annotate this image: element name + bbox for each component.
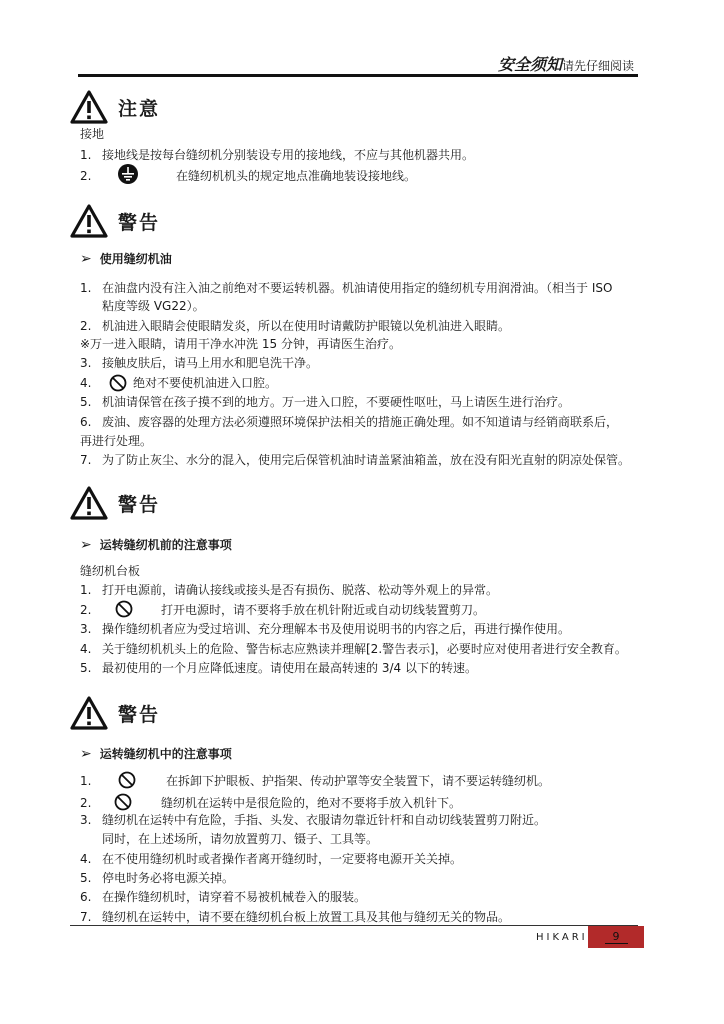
prohibition-icon (109, 374, 127, 392)
list-item-num: 1. (80, 774, 92, 788)
list-item-num: 4. (80, 376, 92, 390)
prohibition-icon (118, 771, 136, 789)
warning-triangle-icon (70, 696, 108, 730)
notice-item-1: 1. 接地线是按每台缝纫机分别装设专用的接地线，不应与其他机器共用。 (80, 148, 475, 162)
list-item: 再进行处理。 (80, 434, 153, 448)
notice-item-2: 在缝纫机机头的规定地点准确地装设接地线。 (176, 169, 417, 183)
brand-name: HIKARI (536, 932, 588, 943)
list-item: 4. 在不使用缝纫机时或者操作者离开缝纫时，一定要将电源开关关掉。 (80, 852, 463, 866)
notice-heading (70, 90, 160, 124)
warning-triangle-icon (70, 204, 108, 238)
list-item: 2. 机油进入眼睛会使眼睛发炎，所以在使用时请戴防护眼镜以免机油进入眼睛。 (80, 319, 511, 333)
list-item: 6. 废油、废容器的处理方法必须遵照环境保护法相关的措施正确处理。如不知道请与经销商联系后， (80, 415, 619, 429)
footer-rule (70, 925, 638, 926)
list-item: 1. 打开电源前，请确认接线或接头是否有损伤、脱落、松动等外观上的异常。 (80, 583, 499, 597)
header-subtitle: 请先仔细阅读 (561, 59, 634, 73)
warning-heading-2 (70, 486, 160, 520)
arrow-bullet-icon: ➢ (80, 250, 92, 267)
list-item: ※万一进入眼睛，请用干净水冲洗 15 分钟，再请医生治疗。 (80, 337, 401, 351)
list-item: 7. 缝纫机在运转中，请不要在缝纫机台板上放置工具及其他与缝纫无关的物品。 (80, 910, 511, 924)
warning-2-subtitle: 运转缝纫机前的注意事项 (99, 538, 232, 552)
list-item: 6. 在操作缝纫机时，请穿着不易被机械卷入的服装。 (80, 890, 367, 904)
list-item: 1. 在油盘内没有注入油之前绝对不要运转机器。机油请使用指定的缝纫机专用润滑油。（相当于 ISO (80, 281, 613, 295)
list-item: 3. 接触皮肤后，请马上用水和肥皂洗干净。 (80, 356, 319, 370)
list-item: 缝纫机在运转中是很危险的，绝对不要将手放入机针下。 (161, 796, 462, 810)
warning-3-title: 警告 (118, 703, 161, 726)
warning-1-subheading (80, 250, 172, 267)
grounding-label: 接地 (80, 127, 105, 141)
warning-heading-1 (70, 204, 160, 238)
arrow-bullet-icon: ➢ (80, 745, 92, 762)
page-header-title (498, 52, 634, 75)
warning-triangle-icon (70, 90, 108, 124)
list-item: 3. 缝纫机在运转中有危险，手指、头发、衣服请勿靠近针杆和自动切线装置剪刀附近。 (80, 813, 547, 827)
notice-item-2-num: 2. (80, 169, 92, 183)
list-item: 绝对不要使机油进入口腔。 (133, 376, 278, 390)
list-item-num: 2. (80, 603, 92, 617)
page-number-box (588, 926, 644, 948)
page-number: 9 (605, 930, 628, 944)
list-item-num: 2. (80, 796, 92, 810)
warning-heading-3 (70, 696, 160, 730)
list-item: 5. 机油请保管在孩子摸不到的地方。万一进入口腔，不要硬性呕吐，马上请医生进行治疗。 (80, 395, 571, 409)
warning-2-title: 警告 (118, 493, 161, 516)
list-item: 打开电源时，请不要将手放在机针附近或自动切线装置剪刀。 (161, 603, 486, 617)
list-item: 同时，在上述场所，请勿放置剪刀、镊子、工具等。 (102, 832, 379, 846)
warning-2-subheading (80, 536, 232, 553)
header-rule (78, 74, 638, 77)
ground-icon (117, 163, 139, 185)
list-item: 粘度等级 VG22）。 (102, 299, 205, 313)
table-label: 缝纫机台板 (80, 564, 141, 578)
header-title: 安全须知 (497, 55, 562, 74)
list-item: 3. 操作缝纫机者应为受过培训、充分理解本书及使用说明书的内容之后，再进行操作使用。 (80, 622, 571, 636)
warning-3-subheading (80, 745, 232, 762)
warning-1-title: 警告 (118, 211, 161, 234)
prohibition-icon (115, 600, 133, 618)
notice-title: 注意 (118, 97, 161, 120)
list-item: 在拆卸下护眼板、护指架、传动护罩等安全装置下，请不要运转缝纫机。 (166, 774, 551, 788)
list-item: 7. 为了防止灰尘、水分的混入，使用完后保管机油时请盖紧油箱盖，放在没有阳光直射的阴凉处保管。 (80, 453, 631, 467)
arrow-bullet-icon: ➢ (80, 536, 92, 553)
warning-1-subtitle: 使用缝纫机油 (99, 252, 172, 266)
warning-triangle-icon (70, 486, 108, 520)
warning-3-subtitle: 运转缝纫机中的注意事项 (99, 747, 232, 761)
list-item: 4. 关于缝纫机机头上的危险、警告标志应熟读并理解[2.警告表示]，必要时应对使用者进行安全教育。 (80, 642, 627, 656)
list-item: 5. 最初使用的一个月应降低速度。请使用在最高转速的 3/4 以下的转速。 (80, 661, 477, 675)
list-item: 5. 停电时务必将电源关掉。 (80, 871, 235, 885)
prohibition-icon (114, 793, 132, 811)
